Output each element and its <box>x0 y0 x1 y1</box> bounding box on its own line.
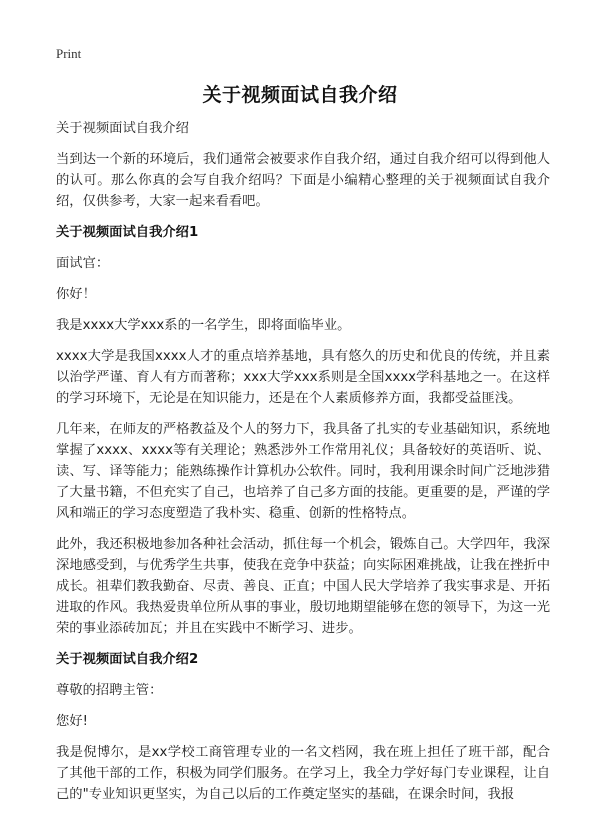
section-1-paragraph: 此外，我还积极地参加各种社会活动，抓住每一个机会，锻炼自己。大学四年，我深深地感受到，与优秀学生共事，使我在竞争中获益；向实际困难挑战，让我在挫折中成长。祖辈们教我勤奋、尽责、善良、正直；中国人民大学培养了我实事求是、开拓进取的作风。我热爱贵单位所从事的事业，殷切地期望能够在您的领导下，为这一光荣的事业添砖加瓦；并且在实践中不断学习、进步。 <box>56 537 550 636</box>
section-1-paragraph: 我是xxxx大学xxx系的一名学生，即将面临毕业。 <box>56 318 351 333</box>
page-title: 关于视频面试自我介绍 <box>202 84 398 106</box>
intro-paragraph: 当到达一个新的环境后，我们通常会被要求作自我介绍，通过自我介绍可以得到他人的认可。那么你真的会写自我介绍吗？下面是小编精心整理的关于视频面试自我介绍，仅供参考，大家一起来看看吧。 <box>56 152 550 209</box>
section-2-paragraph: 尊敬的招聘主管： <box>56 683 163 698</box>
section-2-paragraph: 我是倪博尔，是xx学校工商管理专业的一名文档网，我在班上担任了班干部，配合了其他干部的工作，积极为同学们服务。在学习上，我全力学好每门专业课程，让自己的"专业知识更坚实，为自己以后的工作奠定坚实的基础，在课余时间，我报 <box>56 745 550 802</box>
print-link[interactable]: Print <box>56 46 82 61</box>
section-heading-2: 关于视频面试自我介绍2 <box>56 652 199 667</box>
document-subtitle: 关于视频面试自我介绍 <box>56 121 189 136</box>
section-2-paragraph: 您好! <box>56 714 88 729</box>
section-heading-1: 关于视频面试自我介绍1 <box>56 225 199 240</box>
section-1-paragraph: 你好！ <box>56 287 96 302</box>
section-1-paragraph: 几年来，在师友的严格教益及个人的努力下，我具备了扎实的专业基础知识，系统地掌握了xxxx、xxxx等有关理论；熟悉涉外工作常用礼仪；具备较好的英语听、说、读、写、译等能力；能熟练操作计算机办公软件。同时，我利用课余时间广泛地涉猎了大量书籍，不但充实了自己，也培养了自己多方面的技能。更重要的是，严谨的学风和端正的学习态度塑造了我朴实、稳重、创新的性格特点。 <box>56 422 550 521</box>
section-1-paragraph: 面试官： <box>56 256 110 271</box>
document-body <box>56 118 550 815</box>
section-1-paragraph: xxxx大学是我国xxxx人才的重点培养基地，具有悠久的历史和优良的传统，并且素以治学严谨、育人有方而著称；xxx大学xxx系则是全国xxxx学科基地之一。在这样的学习环境下，无论是在知识能力，还是在个人素质修养方面，我都受益匪浅。 <box>56 349 550 406</box>
